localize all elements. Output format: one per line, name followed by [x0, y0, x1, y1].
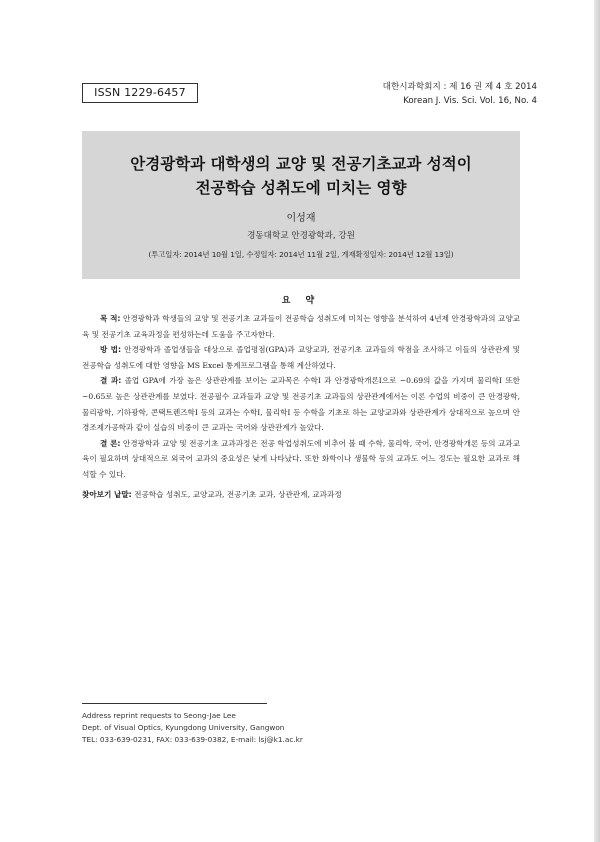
- abstract-results-text: 졸업 GPA에 가장 높은 상관관계를 보이는 교과목은 수학I 과 안경광학개론I으로 ~0.69의 값을 가지며 물리학I 또한 ~0.65로 높은 상관관계를 보였다. 전공필수 교과들과 교양 및 전공기초 교과들의 상관관계에서는 이론 수업의 비중이 큰 안경광학, 물리광학, 기하광학, 콘택트렌즈학I 등의 교과는 수학I, 물리학I 등 수학을 기초로 하는 교양교과와 상관관계가 상대적으로 높으며 안경조제가공학과 같이 실습의 비중이 큰 교과는 국어와 상관관계가 높았다.: [82, 376, 521, 433]
- abstract-purpose-text: 안경광학과 학생들의 교양 및 전공기초 교과들이 전공학습 성취도에 미치는 영향을 분석하여 4년제 안경광학과의 교양교육 및 전공기초 교육과정을 편성하는데 도움을 주고자한다.: [82, 314, 521, 339]
- journal-line-english: Korean J. Vis. Sci. Vol. 16, No. 4: [403, 96, 537, 106]
- footnote-line-1: Address reprint requests to Seong-Jae Lee: [82, 711, 236, 720]
- footnote-line-2: Dept. of Visual Optics, Kyungdong University, Gangwon: [82, 723, 285, 732]
- footnote-divider: [82, 703, 267, 704]
- issn-box: ISSN 1229-6457: [82, 83, 198, 103]
- abstract-purpose-label: 목 적:: [100, 314, 121, 323]
- paper-title-line-1: 안경광학과 대학생의 교양 및 전공기초교과 성적이: [130, 155, 472, 173]
- abstract-heading: 요 약: [281, 296, 321, 306]
- paper-title: [82, 152, 520, 200]
- abstract-results-label: 결 과:: [100, 376, 122, 386]
- abstract-conclusion-label: 결 론:: [100, 438, 121, 448]
- footnote-line-3: TEL: 033-639-0231, FAX: 033-639-0382, E-mail: lsj@k1.ac.kr: [82, 735, 303, 744]
- abstract-purpose: [82, 311, 520, 342]
- page-edge-shadow: [594, 0, 600, 842]
- abstract-conclusion: [82, 436, 520, 483]
- abstract-conclusion-text: 안경광학과 교양 및 전공기초 교과과정은 전공 학업성취도에 비추어 볼 때 수학, 물리학, 국어, 안경광학개론 등의 교과교육이 필요하며 상대적으로 외국어 교과의 중요성은 낮게 나타났다. 또한 화학이나 생물학 등의 교과도 어느 정도는 필요한 교과로 해석할 수 있다.: [82, 438, 520, 479]
- author-affiliation: 경동대학교 안경광학과, 강원: [247, 231, 355, 241]
- journal-line-korean: 대한시과학회지 : 제 16 권 제 4 호 2014: [382, 82, 537, 92]
- keywords-line: [82, 489, 520, 500]
- keywords-label: 찾아보기 낱말:: [82, 490, 132, 499]
- abstract-body: [82, 311, 520, 483]
- correspondence-footnote: [82, 710, 382, 746]
- author-name: 이성재: [286, 213, 316, 224]
- journal-citation: [383, 80, 537, 108]
- paper-title-line-2: 전공학습 성취도에 미치는 영향: [195, 179, 407, 197]
- submission-dates: (투고일자: 2014년 10월 1일, 수정일자: 2014년 11월 2일, 게재확정일자: 2014년 12월 13일): [148, 250, 454, 259]
- abstract-method-label: 방 법:: [100, 345, 122, 355]
- abstract-method-text: 안경광학과 졸업생들을 대상으로 졸업평점(GPA)과 교양교과, 전공기초 교과들의 학점을 조사하고 이들의 상관관계 및 전공학습 성취도에 대한 영향을 MS Excel 통계프로그램을 통해 계산하였다.: [82, 345, 520, 370]
- abstract-method: [82, 342, 520, 373]
- keywords-text: 전공학습 성취도, 교양교과, 전공기초 교과, 상관관계, 교과과정: [134, 490, 342, 499]
- abstract-results: [82, 373, 520, 435]
